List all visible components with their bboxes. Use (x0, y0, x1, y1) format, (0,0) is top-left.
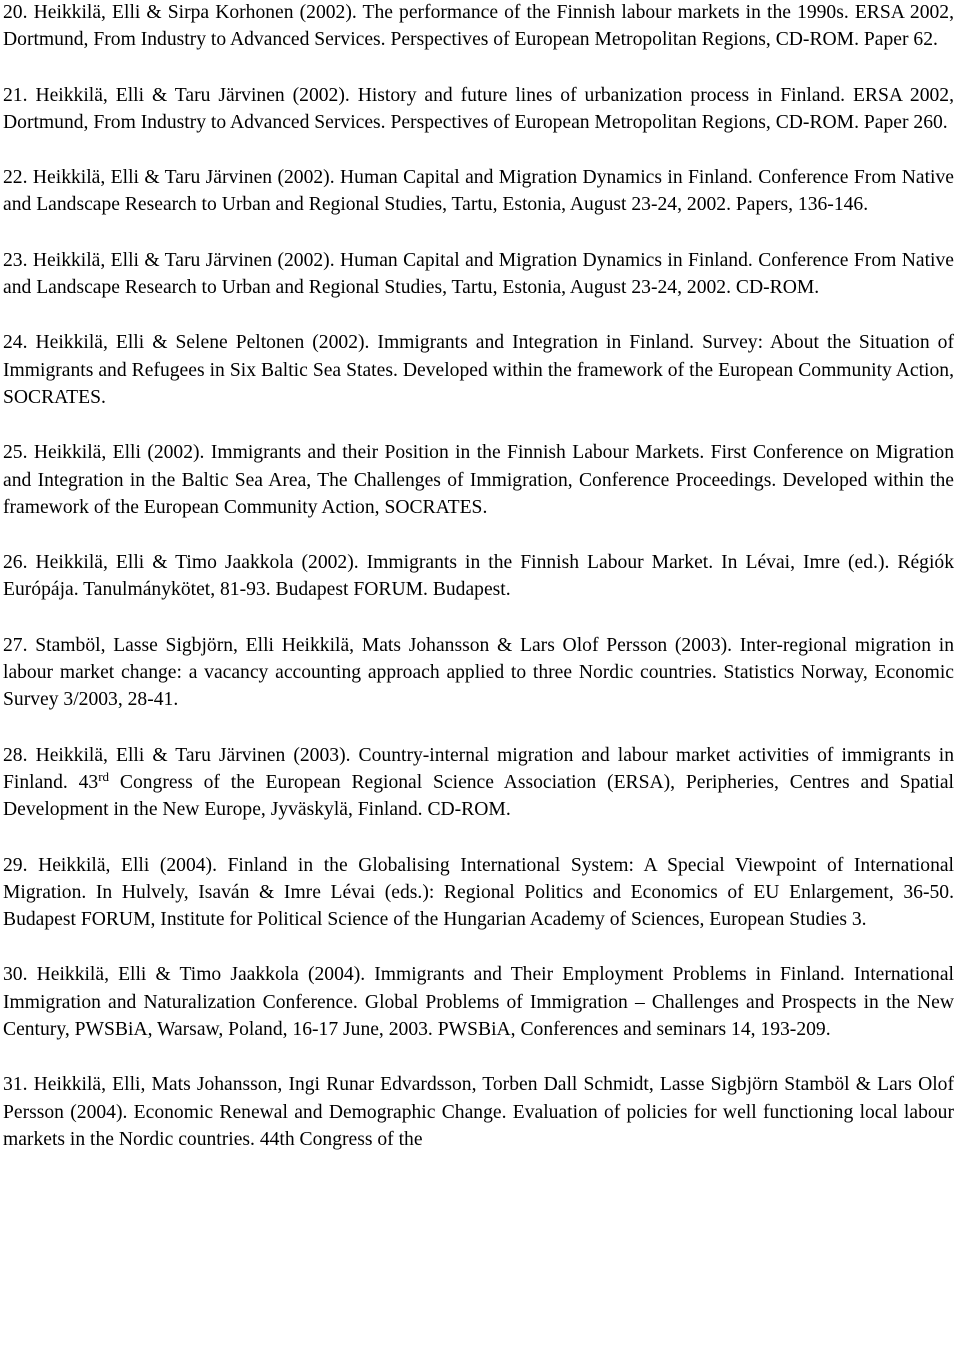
reference-item (3, 549, 954, 604)
reference-superscript: rd (98, 768, 110, 784)
reference-item (3, 164, 954, 219)
reference-text: Heikkilä, Elli & Taru Järvinen (2002). History and future lines of urbanization process in Finland. ERSA 2002, Dortmund, From Industry to Advanced Services. Perspectives of European Metropolitan Regions, CD-ROM. Paper 260. (3, 84, 954, 133)
reference-item (3, 439, 954, 521)
reference-item (3, 1071, 954, 1153)
reference-number: 30. (3, 964, 28, 986)
reference-number: 20. (3, 2, 28, 23)
reference-number: 31. (3, 1074, 28, 1096)
reference-number: 22. (3, 167, 28, 189)
reference-text: Heikkilä, Elli & Timo Jaakkola (2004). Immigrants and Their Employment Problems in Finland. International Immigration and Naturalization Conference. Global Problems of Immigration – Challenges and Prospects in the New Century, PWSBiA, Warsaw, Poland, 16-17 June, 2003. PWSBiA, Conferences and seminars 14, 193-209. (3, 964, 954, 1041)
reference-text: Heikkilä, Elli & Taru Järvinen (2002). Human Capital and Migration Dynamics in Finland. Conference From Native and Landscape Research to Urban and Regional Studies, Tartu, Estonia, August 23-24, 2002. CD-ROM. (3, 249, 954, 299)
reference-text: Heikkilä, Elli & Taru Järvinen (2002). Human Capital and Migration Dynamics in Finland. Conference From Native and Landscape Research to Urban and Regional Studies, Tartu, Estonia, August 23-24, 2002. Papers, 136-146. (3, 167, 954, 216)
reference-number: 21. (3, 84, 28, 106)
reference-number: 23. (3, 249, 28, 271)
reference-item (3, 742, 954, 824)
reference-number: 29. (3, 854, 28, 876)
reference-number: 24. (3, 332, 28, 354)
reference-text: Heikkilä, Elli (2004). Finland in the Globalising International System: A Special Viewpoint of International Migration. In Hulvely, Isaván & Imre Lévai (eds.): Regional Politics and Economics of EU Enlargement, 36-50. Budapest FORUM, Institute for Political Science of the Hungarian Academy of Sciences, European Studies 3. (3, 854, 955, 931)
reference-list (3, 0, 954, 1153)
reference-item (3, 852, 954, 934)
reference-number: 27. (3, 634, 28, 656)
reference-text: Heikkilä, Elli & Selene Peltonen (2002). Immigrants and Integration in Finland. Survey: About the Situation of Immigrants and Refugees in Six Baltic Sea States. Developed within the framework of the European Community Action, SOCRATES. (3, 332, 954, 408)
reference-item (3, 247, 954, 302)
reference-text: Heikkilä, Elli (2002). Immigrants and their Position in the Finnish Labour Markets. First Conference on Migration and Integration in the Baltic Sea Area, The Challenges of Immigration, Conference Proceedings. Developed within the framework of the European Community Action, SOCRATES. (3, 442, 954, 518)
reference-number: 25. (3, 442, 28, 464)
reference-item (3, 961, 954, 1043)
reference-text: Heikkilä, Elli, Mats Johansson, Ingi Runar Edvardsson, Torben Dall Schmidt, Lasse Sigbjörn Stamböl & Lars Olof Persson (2004). Economic Renewal and Demographic Change. Evaluation of policies for well functioning local labour markets in the Nordic countries. 44th Congress of the (3, 1074, 954, 1150)
reference-number: 28. (3, 744, 28, 766)
reference-number: 26. (3, 552, 28, 574)
reference-text: Stamböl, Lasse Sigbjörn, Elli Heikkilä, Mats Johansson & Lars Olof Persson (2003). Inter-regional migration in labour market change: a vacancy accounting approach applied to three Nordic countries. Statistics Norway, Economic Survey 3/2003, 28-41. (3, 634, 954, 711)
reference-item (3, 329, 954, 411)
reference-item (3, 0, 954, 54)
reference-text: Heikkilä, Elli & Timo Jaakkola (2002). Immigrants in the Finnish Labour Market. In Lévai, Imre (ed.). Régiók Európája. Tanulmánykötet, 81-93. Budapest FORUM. Budapest. (3, 552, 954, 601)
reference-text: Heikkilä, Elli & Taru Järvinen (2003). Country-internal migration and labour market activities of immigrants in Finland. 43 (3, 744, 954, 793)
reference-text: Heikkilä, Elli & Sirpa Korhonen (2002). The performance of the Finnish labour markets in the 1990s. ERSA 2002, Dortmund, From Industry to Advanced Services. Perspectives of European Metropolitan Regions, CD-ROM. Paper 62. (3, 2, 954, 51)
reference-text: Congress of the European Regional Science Association (ERSA), Peripheries, Centres and Spatial Development in the New Europe, Jyväskylä, Finland. CD-ROM. (3, 771, 955, 821)
reference-item (3, 82, 954, 137)
reference-item (3, 632, 954, 714)
